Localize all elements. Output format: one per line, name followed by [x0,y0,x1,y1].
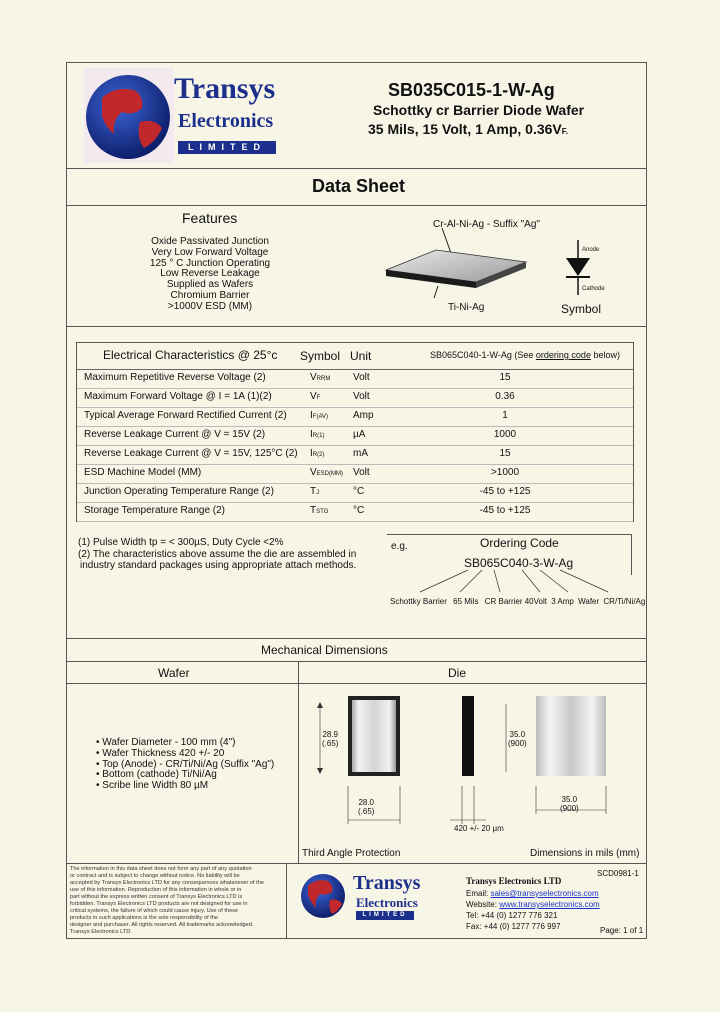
feature-item: Very Low Forward Voltage [151,246,269,258]
ordering-code-link[interactable]: ordering code [535,350,591,360]
symbol-cell: TJ [310,486,320,497]
value-cell: -45 to +125 [479,505,531,516]
unit-cell: °C [353,486,365,497]
divider [66,638,647,639]
param-cell: Junction Operating Temperature Range (2) [84,486,274,497]
ordering-heading: Ordering Code [480,536,559,550]
company-ltd-badge: LIMITED [178,141,276,154]
column-die: Die [448,666,467,680]
feature-item: Low Reverse Leakage [160,268,260,280]
column-wafer: Wafer [158,666,190,680]
legend-item: CR/Ti/Ni/Ag [603,597,646,606]
website-link[interactable]: www.transyselectronics.com [499,900,600,909]
divider [298,661,299,863]
units-note: Dimensions in mils (mm) [530,848,640,859]
column-unit: Unit [350,349,372,363]
param-cell: Maximum Forward Voltage @ I = 1A (1)(2) [84,391,272,402]
row-divider [77,407,633,408]
divider [286,863,287,939]
specs-text: 35 Mils, 15 Volt, 1 Amp, 0.36V [368,121,562,137]
divider [66,326,647,327]
legend-item: 3 Amp [551,597,574,606]
website-row: Website: www.transyselectronics.com [466,900,600,909]
notes [78,537,356,572]
column-part-end: below) [593,350,620,360]
param-cell: Maximum Repetitive Reverse Voltage (2) [84,372,266,383]
feature-item: >1000V ESD (MM) [167,300,253,312]
die-side-height-dim: 35.0 (900) [508,730,527,748]
page-title: Data Sheet [312,176,406,196]
feature-item: Chromium Barrier [170,289,250,301]
wafer-spec-list [96,738,274,792]
feature-item: Supplied as Wafers [166,279,254,291]
unit-cell: mA [353,448,368,459]
product-line: Schottky cr Barrier Diode Wafer [373,102,585,118]
divider [66,205,647,206]
value-cell: -45 to +125 [479,486,531,497]
contact-block [466,888,600,932]
footer-company-name: Transys [353,872,421,894]
symbol-cell: TSTG [310,505,329,516]
symbol-label: Symbol [561,302,602,316]
unit-cell: Volt [353,391,370,402]
ordering-eg: e.g. [391,541,408,552]
footer-ltd-badge: LIMITED [356,911,414,920]
wafer-spec-item: • Wafer Diameter - 100 mm (4") [96,737,236,748]
row-divider [77,388,633,389]
divider [66,683,647,684]
param-cell: Reverse Leakage Current @ V = 15V, 125°C (2) [84,448,298,459]
feature-item: 125 ° C Junction Operating [149,257,271,269]
note-2: (2) The characteristics above assume the die are assembled in [78,548,357,560]
die-width-dim: 28.0 (.65) [358,798,375,816]
email-row: Email: sales@transyselectronics.com [466,889,599,898]
param-cell: Typical Average Forward Rectified Current (2) [84,410,287,421]
footer-company-subname: Electronics [356,895,418,910]
cathode-label: Cathode [582,286,605,292]
divider [66,661,647,662]
anode-label: Anode [582,247,600,253]
features-heading: Features [182,210,238,226]
symbol-cell: VRRM [310,372,331,383]
value-cell: 15 [499,448,511,459]
ordering-arrows [390,568,630,598]
value-cell: 15 [499,372,511,383]
ordering-code: SB065C040-3-W-Ag [464,556,574,570]
die-side-width-dim: 35.0 (900) [560,795,579,813]
symbol-cell: IF(AV) [310,410,329,421]
symbol-cell: IR(2) [310,448,325,459]
wafer-spec-item: • Scribe line Width 80 µM [96,780,209,792]
mechanical-heading: Mechanical Dimensions [261,643,388,657]
unit-cell: µA [353,429,366,440]
legend-item: Wafer [578,597,600,606]
company-name: Transys [174,72,276,105]
note-1: (1) Pulse Width tp = < 300µS, Duty Cycle <2% [78,537,284,548]
footer-logo-globe [300,870,342,922]
symbol-cell: IR(1) [310,429,325,440]
page-number: Page: 1 of 1 [600,926,644,935]
row-divider [77,521,633,522]
divider [66,863,647,864]
value-cell: 1000 [493,429,517,440]
note-2-cont: industry standard packages using appropriate attach methods. [80,560,357,571]
legend-item: 65 Mils [453,597,479,606]
param-cell: Reverse Leakage Current @ V = 15V (2) [84,429,266,440]
legend-item: CR Barrier 40Volt [484,597,547,606]
footer-company: Transys Electronics LTD [466,876,562,886]
wafer-spec-item: • Wafer Thickness 420 +/- 20 [96,747,225,759]
fax-row: Fax: +44 (0) 1277 776 997 [466,922,561,931]
value-cell: 1 [502,410,508,421]
row-divider [77,445,633,446]
company-subname: Electronics [178,110,274,132]
value-cell: >1000 [490,467,520,478]
features-list [120,237,300,313]
electrical-heading: Electrical Characteristics @ 25°c [103,348,278,362]
part-number: SB035C015-1-W-Ag [388,80,555,100]
email-link[interactable]: sales@transyselectronics.com [490,889,599,898]
tel-row: Tel: +44 (0) 1277 776 321 [466,911,558,920]
wafer-spec-item: • Bottom (cathode) Ti/Ni/Ag [96,769,217,781]
symbol-cell: VF [310,391,321,402]
specs-line [368,121,568,137]
feature-item: Oxide Passivated Junction [151,236,269,247]
chip-illustration [380,228,530,298]
column-part [430,350,620,360]
column-symbol: Symbol [300,349,341,363]
ordering-legend [390,597,645,606]
param-cell: Storage Temperature Range (2) [84,505,226,516]
row-divider [77,426,633,427]
row-divider [77,483,633,484]
third-angle-label: Third Angle Protection [302,848,401,859]
symbol-cell: VESD(MM) [310,467,344,478]
divider [66,168,647,169]
wafer-spec-item: • Top (Anode) - CR/Ti/Ni/Ag (Suffix "Ag") [96,758,275,770]
specs-subscript: F. [561,127,568,136]
column-part-text: SB065C040-1-W-Ag (See [430,350,534,360]
die-drawings [310,690,640,840]
row-divider [77,502,633,503]
die-thickness-dim: 420 +/- 20 µm [454,824,504,833]
unit-cell: Amp [353,410,374,421]
unit-cell: °C [353,505,365,516]
row-divider [77,464,633,465]
disclaimer: The information in this data sheet does not form any part of any quotation or contract and is subject to change without notice. No liability will be accepted by Transys Electronics LTD for any consequences whatsoever of the use of this information. Reproduction of this information in whole or in part without the express written consent of Transys Electronics LTD is forbidden. Transys Electronics LTD products are not designed for use in critical systems, the failure of which could cause injury. Use of these products in such applications is the sole responsibility of the designer and purchaser. All rights reserved. All trademarks acknowledged. Transys Electronics LTD. [70,866,264,935]
bottom-metal-label: Ti-Ni-Ag [448,302,485,313]
unit-cell: Volt [353,372,370,383]
value-cell: 0.36 [495,391,515,402]
unit-cell: Volt [353,467,370,478]
legend-item: Schottky Barrier [390,597,447,606]
param-cell: ESD Machine Model (MM) [84,467,202,478]
die-height-dim: 28.9 (.65) [322,730,339,748]
doc-code: SCD0981-1 [597,869,639,878]
top-metal-label: Cr-Al-Ni-Ag - Suffix "Ag" [433,219,540,230]
